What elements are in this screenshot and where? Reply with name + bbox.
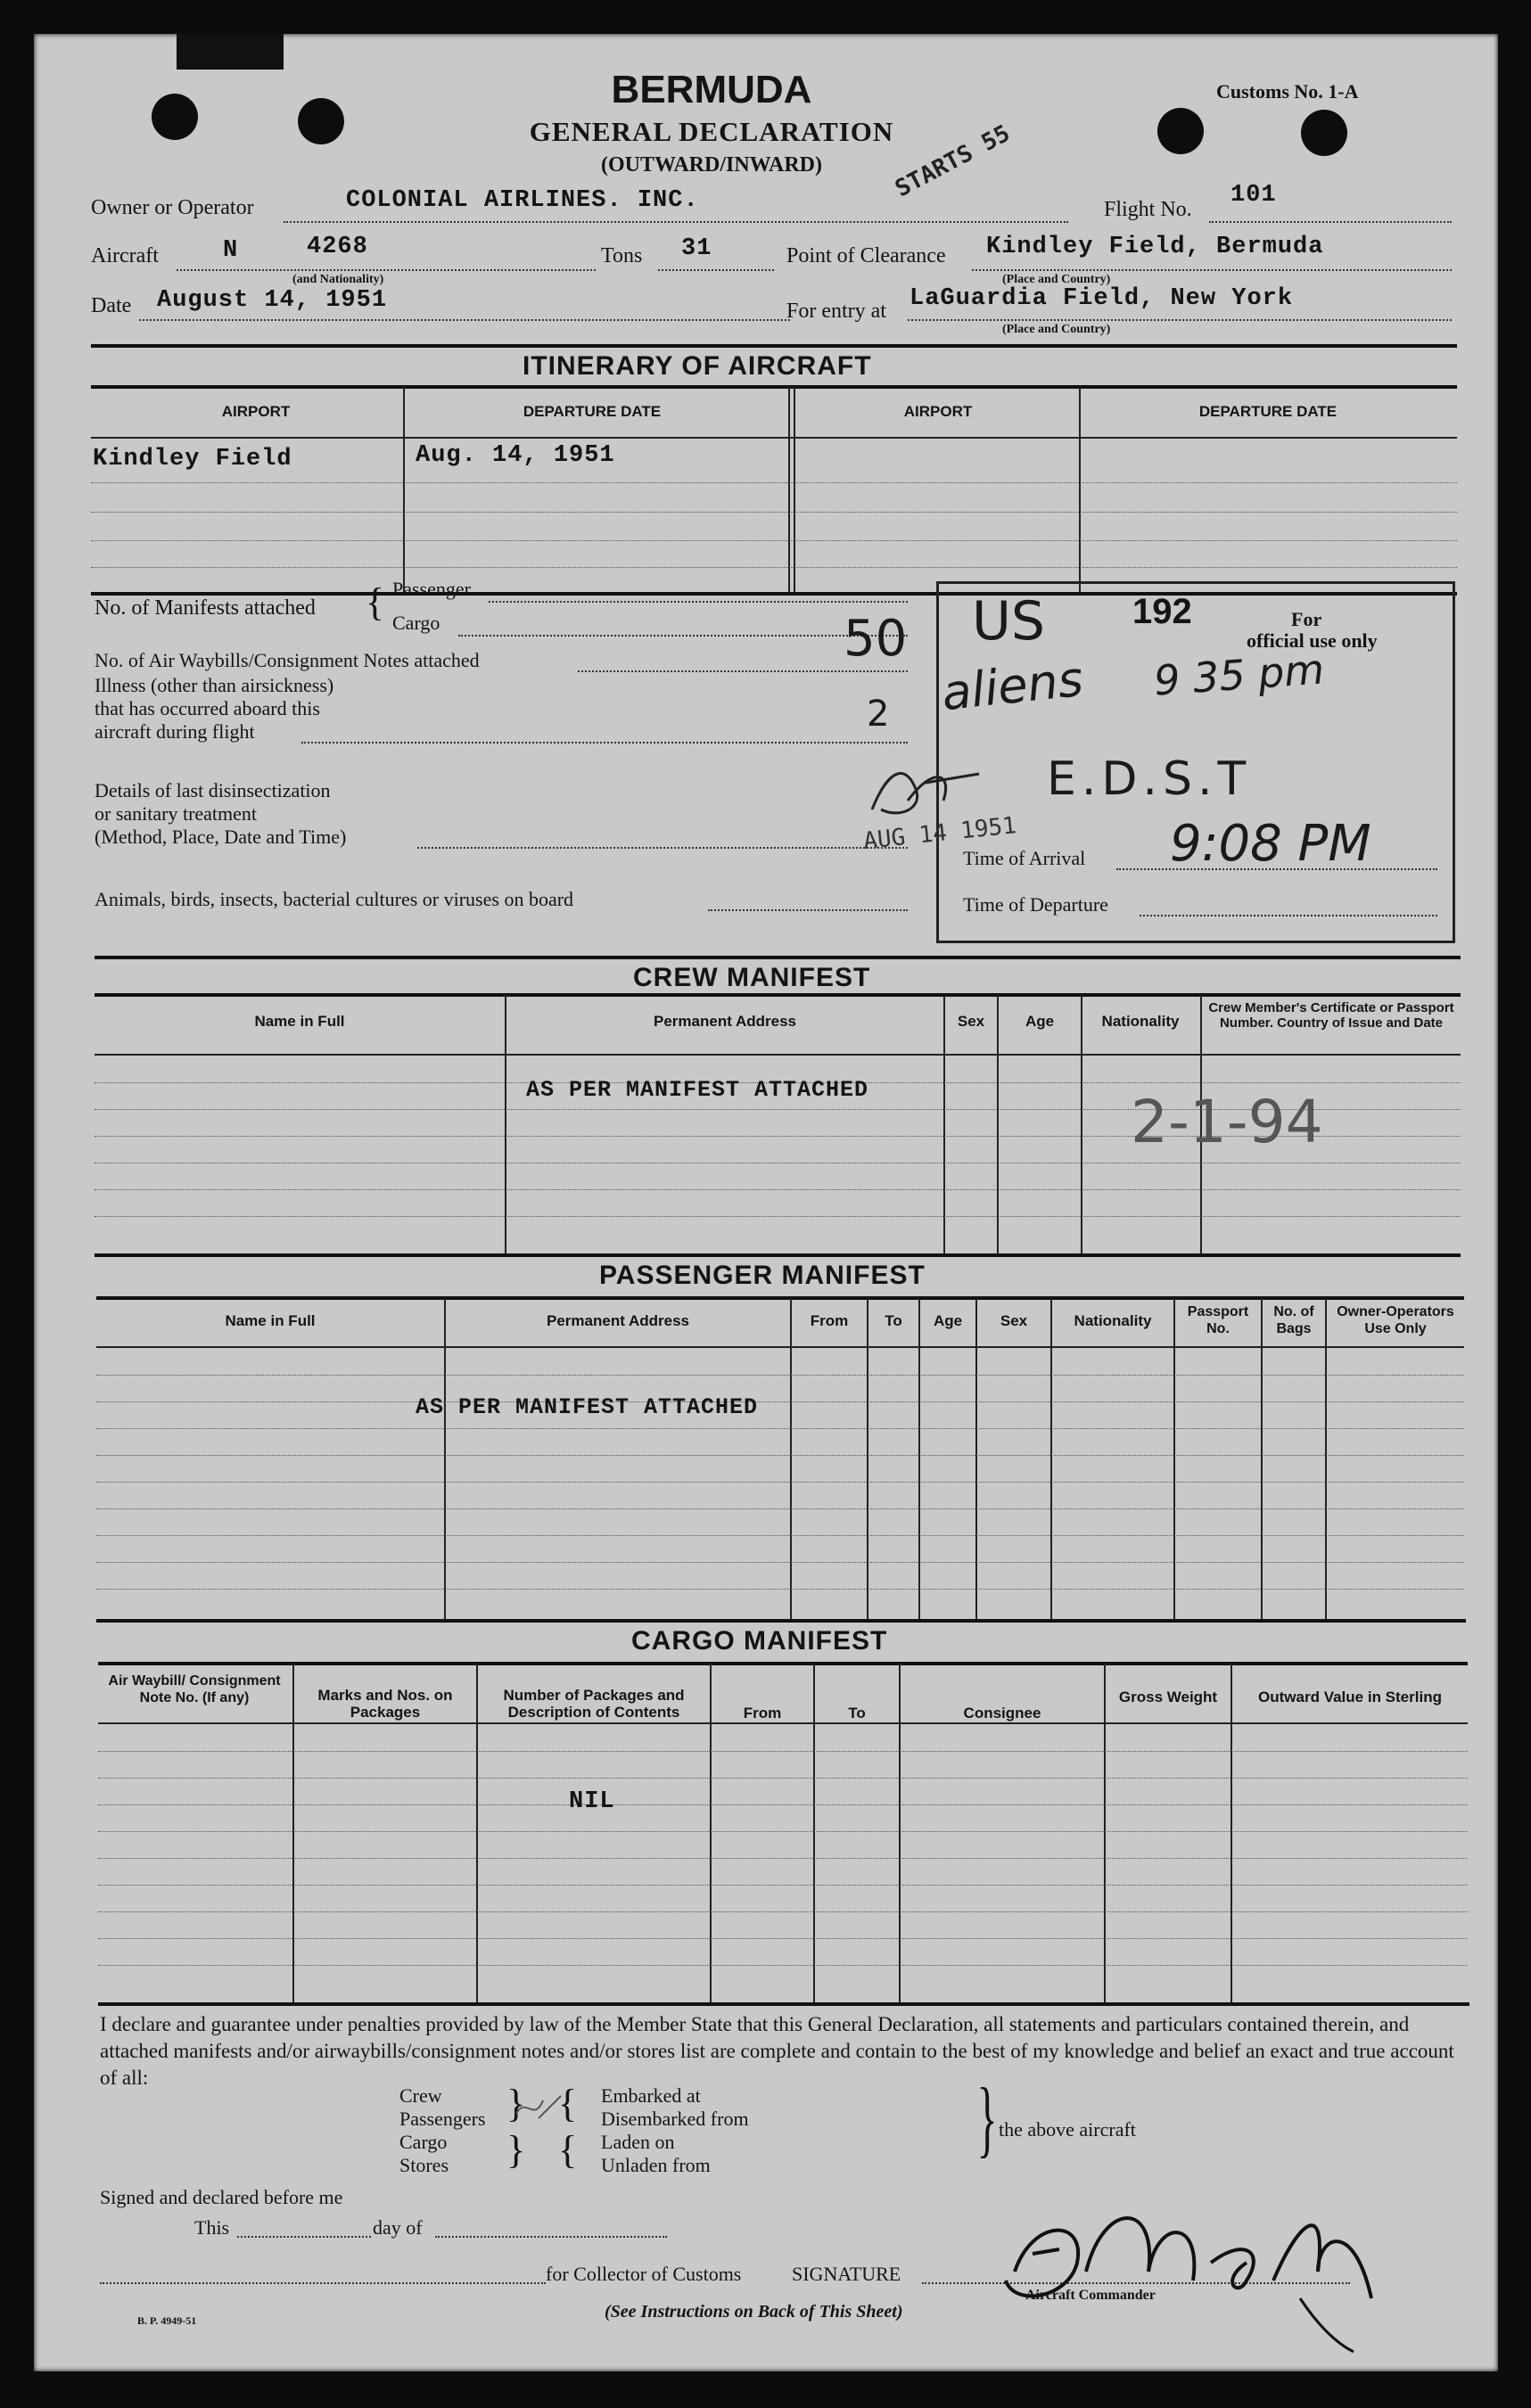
- punch-hole: [1157, 108, 1204, 154]
- owner-label: Owner or Operator: [91, 196, 254, 219]
- itin-row1-date: Aug. 14, 1951: [416, 442, 615, 469]
- aircraft-sub: (and Nationality): [292, 273, 384, 286]
- pax-col-age: Age: [933, 1312, 963, 1329]
- decl-brace-3: {: [558, 2082, 578, 2125]
- decl-brace-4: {: [558, 2128, 578, 2172]
- entry-value: LaGuardia Field, New York: [910, 285, 1294, 312]
- punch-hole: [298, 98, 344, 144]
- hand-us: US: [972, 590, 1046, 653]
- cargo-col-value: Outward Value in Sterling: [1258, 1689, 1442, 1705]
- illness-line-2: that has occurred aboard this: [95, 697, 320, 719]
- pax-col-owner: Owner-Operators Use Only: [1337, 1304, 1454, 1336]
- owner-value: COLONIAL AIRLINES. INC.: [346, 187, 699, 214]
- crew-hand-note: 2-1-94: [1131, 1088, 1323, 1156]
- itin-col-departure: DEPARTURE DATE: [523, 403, 662, 420]
- signed-before: Signed and declared before me: [100, 2186, 343, 2208]
- customs-number: Customs No. 1-A: [1216, 80, 1359, 103]
- day-of-label: day of: [373, 2216, 423, 2239]
- cargo-col-marks: Marks and Nos. on Packages: [317, 1687, 453, 1721]
- entry-label: For entry at: [786, 300, 886, 323]
- tons-value: 31: [681, 235, 712, 262]
- torn-corner: [177, 34, 284, 70]
- cargo-col-waybill: Air Waybill/ Consignment Note No. (If any): [108, 1673, 281, 1705]
- itinerary-title: ITINERARY OF AIRCRAFT: [523, 351, 872, 381]
- crew-note: AS PER MANIFEST ATTACHED: [526, 1077, 869, 1103]
- form-title: BERMUDA: [611, 68, 812, 111]
- form-subtitle: GENERAL DECLARATION: [529, 116, 894, 147]
- cargo-col-from: From: [743, 1705, 782, 1722]
- arrival-value: 9:08 PM: [1170, 815, 1371, 873]
- commander-label: Aircraft Commander: [1025, 2288, 1156, 2303]
- decl-brace-2: }: [506, 2128, 526, 2172]
- decl-item-passengers: Passengers: [399, 2108, 486, 2130]
- decl-item-stores: Stores: [399, 2154, 449, 2176]
- declaration-text: I declare and guarantee under penalties provided by law of the Member State that this General Declaration, all statements and particulars contained therein, and attached manifests and/or airwaybills/consignment notes and/or stores list are complete and contain to the best of my knowledge and belief an exact and true account of all:: [100, 2013, 1454, 2089]
- clearance-value: Kindley Field, Bermuda: [986, 234, 1324, 260]
- decl-action-embarked: Embarked at: [601, 2084, 701, 2107]
- crew-col-age: Age: [1025, 1013, 1055, 1030]
- official-number: 192: [1132, 592, 1192, 631]
- hand-edst: E.D.S.T: [1047, 752, 1252, 806]
- aircraft-label: Aircraft: [91, 244, 159, 267]
- decl-above-aircraft: the above aircraft: [999, 2118, 1136, 2141]
- date-label: Date: [91, 294, 132, 317]
- hand-passenger-count: 50: [844, 610, 908, 668]
- crew-title: CREW MANIFEST: [633, 963, 871, 992]
- tons-label: Tons: [601, 244, 643, 267]
- pax-col-passport: Passport No.: [1187, 1304, 1249, 1336]
- aircraft-value: 4268: [307, 234, 368, 260]
- crew-col-sex: Sex: [957, 1013, 985, 1030]
- animals-label: Animals, birds, insects, bacterial cultures or viruses on board: [95, 888, 574, 910]
- crew-col-nationality: Nationality: [1101, 1013, 1180, 1030]
- punch-hole: [1301, 110, 1347, 156]
- decl-brace-1: }: [506, 2082, 526, 2125]
- cargo-title: CARGO MANIFEST: [631, 1626, 888, 1656]
- entry-sub: (Place and Country): [1002, 323, 1111, 336]
- pax-col-bags: No. of Bags: [1273, 1304, 1314, 1336]
- declaration-form: [34, 34, 1498, 2371]
- official-label-1: For: [1291, 608, 1322, 630]
- itin-row1-airport: Kindley Field: [93, 446, 292, 473]
- pax-col-to: To: [885, 1312, 902, 1329]
- hand-tick: [512, 2092, 565, 2127]
- disinsect-line-3: (Method, Place, Date and Time): [95, 826, 347, 848]
- pax-col-name: Name in Full: [225, 1312, 316, 1329]
- itin-col-airport-2: AIRPORT: [903, 403, 973, 420]
- manifests-cargo: Cargo: [392, 612, 440, 634]
- decl-item-cargo: Cargo: [399, 2131, 448, 2153]
- pax-col-sex: Sex: [1000, 1312, 1028, 1329]
- cargo-col-consignee: Consignee: [963, 1705, 1041, 1722]
- passenger-note: AS PER MANIFEST ATTACHED: [416, 1394, 759, 1420]
- decl-action-laden: Laden on: [601, 2131, 675, 2153]
- decl-action-unladen: Unladen from: [601, 2154, 711, 2176]
- date-value: August 14, 1951: [157, 287, 388, 314]
- hand-illness-count: 2: [867, 694, 890, 735]
- hand-time: 9 35 pm: [1152, 645, 1326, 705]
- clearance-label: Point of Clearance: [786, 244, 946, 267]
- crew-col-address: Permanent Address: [654, 1013, 796, 1030]
- this-label: This: [194, 2216, 230, 2239]
- decl-big-brace: }: [976, 2070, 998, 2166]
- pax-col-nationality: Nationality: [1074, 1312, 1152, 1329]
- flight-label: Flight No.: [1104, 198, 1192, 221]
- cargo-col-to: To: [848, 1705, 866, 1722]
- footer-code: B. P. 4949-51: [137, 2314, 197, 2327]
- flight-value: 101: [1231, 182, 1277, 209]
- crew-col-certificate: Crew Member's Certificate or Passport Number. Country of Issue and Date: [1208, 1000, 1454, 1031]
- disinsect-line-1: Details of last disinsectization: [95, 779, 331, 801]
- disinsect-line-2: or sanitary treatment: [95, 802, 258, 825]
- crew-col-name: Name in Full: [254, 1013, 345, 1030]
- collector-label: for Collector of Customs: [546, 2263, 742, 2285]
- departure-label: Time of Departure: [963, 893, 1108, 916]
- pax-col-from: From: [810, 1312, 849, 1329]
- clearance-sub: (Place and Country): [1002, 273, 1111, 286]
- signature-label: SIGNATURE: [792, 2263, 901, 2285]
- illness-line-1: Illness (other than airsickness): [95, 674, 334, 696]
- waybills-label: No. of Air Waybills/Consignment Notes attached: [95, 649, 480, 671]
- illness-line-3: aircraft during flight: [95, 720, 255, 743]
- itin-col-departure-2: DEPARTURE DATE: [1198, 403, 1338, 420]
- official-label-2: official use only: [1247, 629, 1378, 652]
- form-direction: (OUTWARD/INWARD): [600, 153, 822, 177]
- cargo-col-weight: Gross Weight: [1118, 1689, 1218, 1705]
- manifests-passenger: Passenger: [392, 578, 471, 600]
- arrival-label: Time of Arrival: [963, 847, 1086, 869]
- manifests-label: No. of Manifests attached: [95, 596, 316, 620]
- date-stamp: AUG 14 1951: [861, 812, 1018, 855]
- diagonal-stamp: STARTS 55: [891, 119, 1015, 203]
- cargo-col-contents: Number of Packages and Description of Contents: [503, 1687, 685, 1721]
- cargo-note: NIL: [569, 1788, 615, 1815]
- itin-col-airport: AIRPORT: [221, 403, 291, 420]
- hand-aliens: aliens: [939, 650, 1086, 722]
- punch-hole: [152, 94, 198, 140]
- passenger-title: PASSENGER MANIFEST: [599, 1261, 926, 1290]
- instructions-note: (See Instructions on Back of This Sheet): [605, 2302, 903, 2322]
- aircraft-nationality: N: [223, 237, 239, 264]
- decl-action-disembarked: Disembarked from: [601, 2108, 749, 2130]
- manifests-brace: {: [366, 580, 385, 624]
- pax-col-address: Permanent Address: [547, 1312, 689, 1329]
- decl-item-crew: Crew: [399, 2084, 442, 2107]
- commander-signature: [979, 2165, 1407, 2361]
